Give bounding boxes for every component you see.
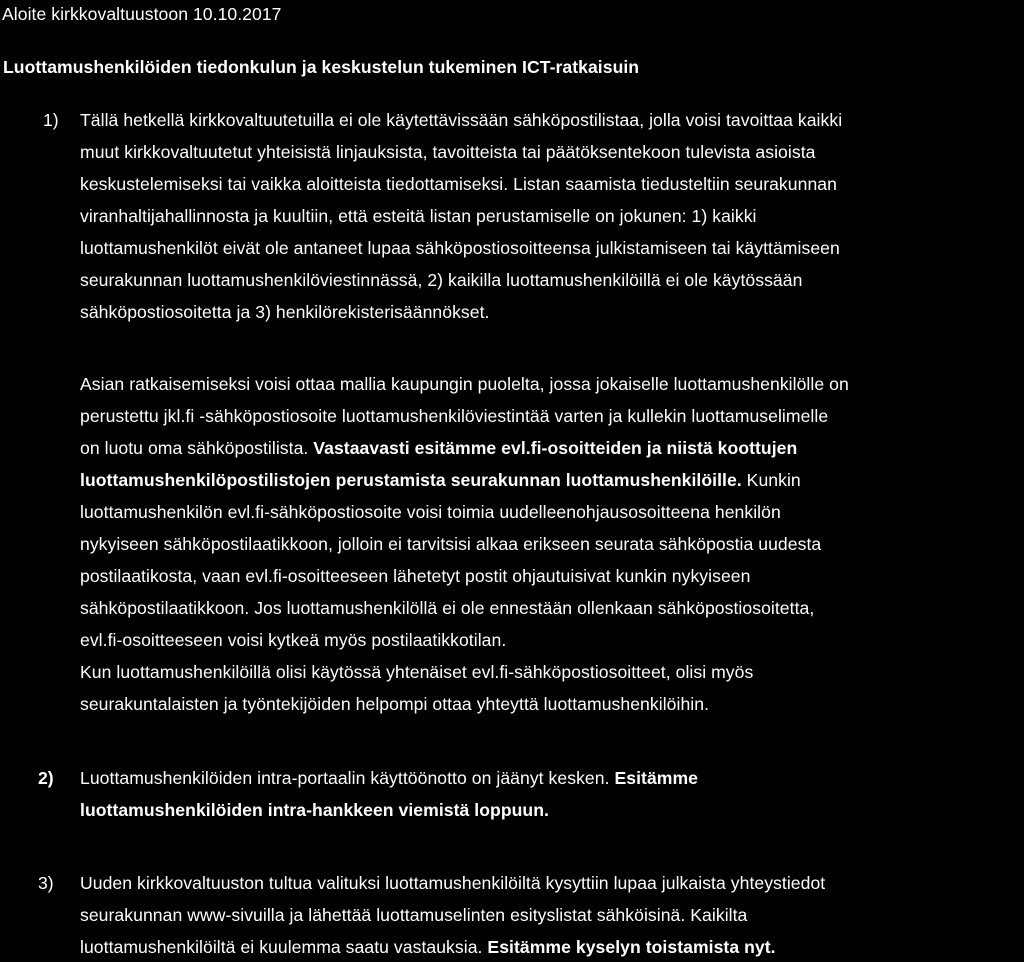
item-1-line-3: keskustelemiseksi tai vaikka aloitteista tiedottamiseksi. Listan saamista tiedusteltiin seurakunnan	[80, 174, 837, 194]
item-1-para2-line-8: sähköpostilaatikkoon. Jos luottamushenkilöllä ei ole ennestään ollenkaan sähköpostiosoitetta,	[80, 598, 815, 618]
item-2-line-1	[80, 767, 698, 789]
item-1-para2-line-10: Kun luottamushenkilöillä olisi käytössä yhtenäiset evl.fi-sähköpostiosoitteet, olisi myös	[80, 662, 754, 682]
item-3-line-1: Uuden kirkkovaltuuston tultua valituksi luottamushenkilöiltä kysyttiin lupaa julkaista yhteystiedot	[80, 873, 826, 893]
item-1-para2-line-4-normal: Kunkin	[741, 470, 801, 490]
item-3-line-3	[80, 936, 776, 958]
item-1-line-2: muut kirkkovaltuutetut yhteisistä linjauksista, tavoitteista tai päätöksentekoon tulevista asioista	[80, 142, 816, 162]
item-1-para2-line-1: Asian ratkaisemiseksi voisi ottaa mallia kaupungin puolelta, jossa jokaiselle luottamushenkilölle on	[80, 374, 849, 394]
item-1-number: 1)	[43, 110, 59, 130]
item-3-line-2: seurakunnan www-sivuilla ja lähettää luottamuselinten esityslistat sähköisinä. Kaikilta	[80, 905, 748, 925]
document-title: Luottamushenkilöiden tiedonkulun ja keskustelun tukeminen ICT-ratkaisuin	[3, 57, 640, 77]
item-2-line-2: luottamushenkilöiden intra-hankkeen viemistä loppuun.	[80, 800, 549, 820]
item-1-para2-line-6: nykyiseen sähköpostilaatikkoon, jolloin ei tarvitsisi alkaa erikseen seurata sähköpostia uudesta	[80, 534, 822, 554]
item-1-para2-line-9: evl.fi-osoitteeseen voisi kytkeä myös postilaatikkotilan.	[80, 630, 507, 650]
item-1-line-5: luottamushenkilöt eivät ole antaneet lupaa sähköpostiosoitteensa julkistamiseen tai käyttämiseen	[80, 238, 840, 258]
item-3-line-3-bold: Esitämme kyselyn toistamista nyt.	[487, 937, 776, 957]
item-1-line-4: viranhaltijahallinnosta ja kuultiin, että esteitä listan perustamiselle on jokunen: 1) kaikki	[80, 206, 757, 226]
item-2-number: 2)	[38, 768, 54, 788]
item-1-line-1: Tällä hetkellä kirkkovaltuutetuilla ei ole käytettävissään sähköpostilistaa, jolla voisi tavoittaa kaikki	[80, 110, 843, 130]
item-1-para2-line-2: perustettu jkl.fi -sähköpostiosoite luottamushenkilöviestintää varten ja kullekin luottamuselimelle	[80, 406, 829, 426]
item-2-line-1-normal: Luottamushenkilöiden intra-portaalin käyttöönotto on jäänyt kesken.	[80, 768, 615, 788]
item-1-para2-line-3-bold: Vastaavasti esitämme evl.fi-osoitteiden ja niistä koottujen	[313, 438, 798, 458]
item-1-para2-line-3-normal: on luotu oma sähköpostilista.	[80, 438, 314, 458]
item-1-para2-line-7: postilaatikosta, vaan evl.fi-osoitteeseen lähetetyt postit ohjautuisivat kunkin nykyiseen	[80, 566, 751, 586]
item-2-line-1-bold: Esitämme	[614, 768, 699, 788]
item-1-line-6: seurakunnan luottamushenkilöviestinnässä, 2) kaikilla luottamushenkilöillä ei ole käytössään	[80, 270, 803, 290]
item-1-para2-line-4	[80, 469, 801, 491]
item-1-para2-line-11: seurakuntalaisten ja työntekijöiden helpompi ottaa yhteyttä luottamushenkilöihin.	[80, 694, 710, 714]
item-1-line-7: sähköpostiosoitetta ja 3) henkilörekisterisäännökset.	[80, 302, 490, 322]
item-3-number: 3)	[38, 873, 54, 893]
item-3-line-3-normal: luottamushenkilöiltä ei kuulemma saatu vastauksia.	[80, 937, 488, 957]
document-header: Aloite kirkkovaltuustoon 10.10.2017	[2, 4, 282, 24]
item-1-para2-line-4-bold: luottamushenkilöpostilistojen perustamista seurakunnan luottamushenkilöille.	[80, 470, 742, 490]
item-1-para2-line-5: luottamushenkilön evl.fi-sähköpostiosoite voisi toimia uudelleenohjausosoitteena henkilön	[80, 502, 781, 522]
item-1-para2-line-3	[80, 437, 797, 459]
